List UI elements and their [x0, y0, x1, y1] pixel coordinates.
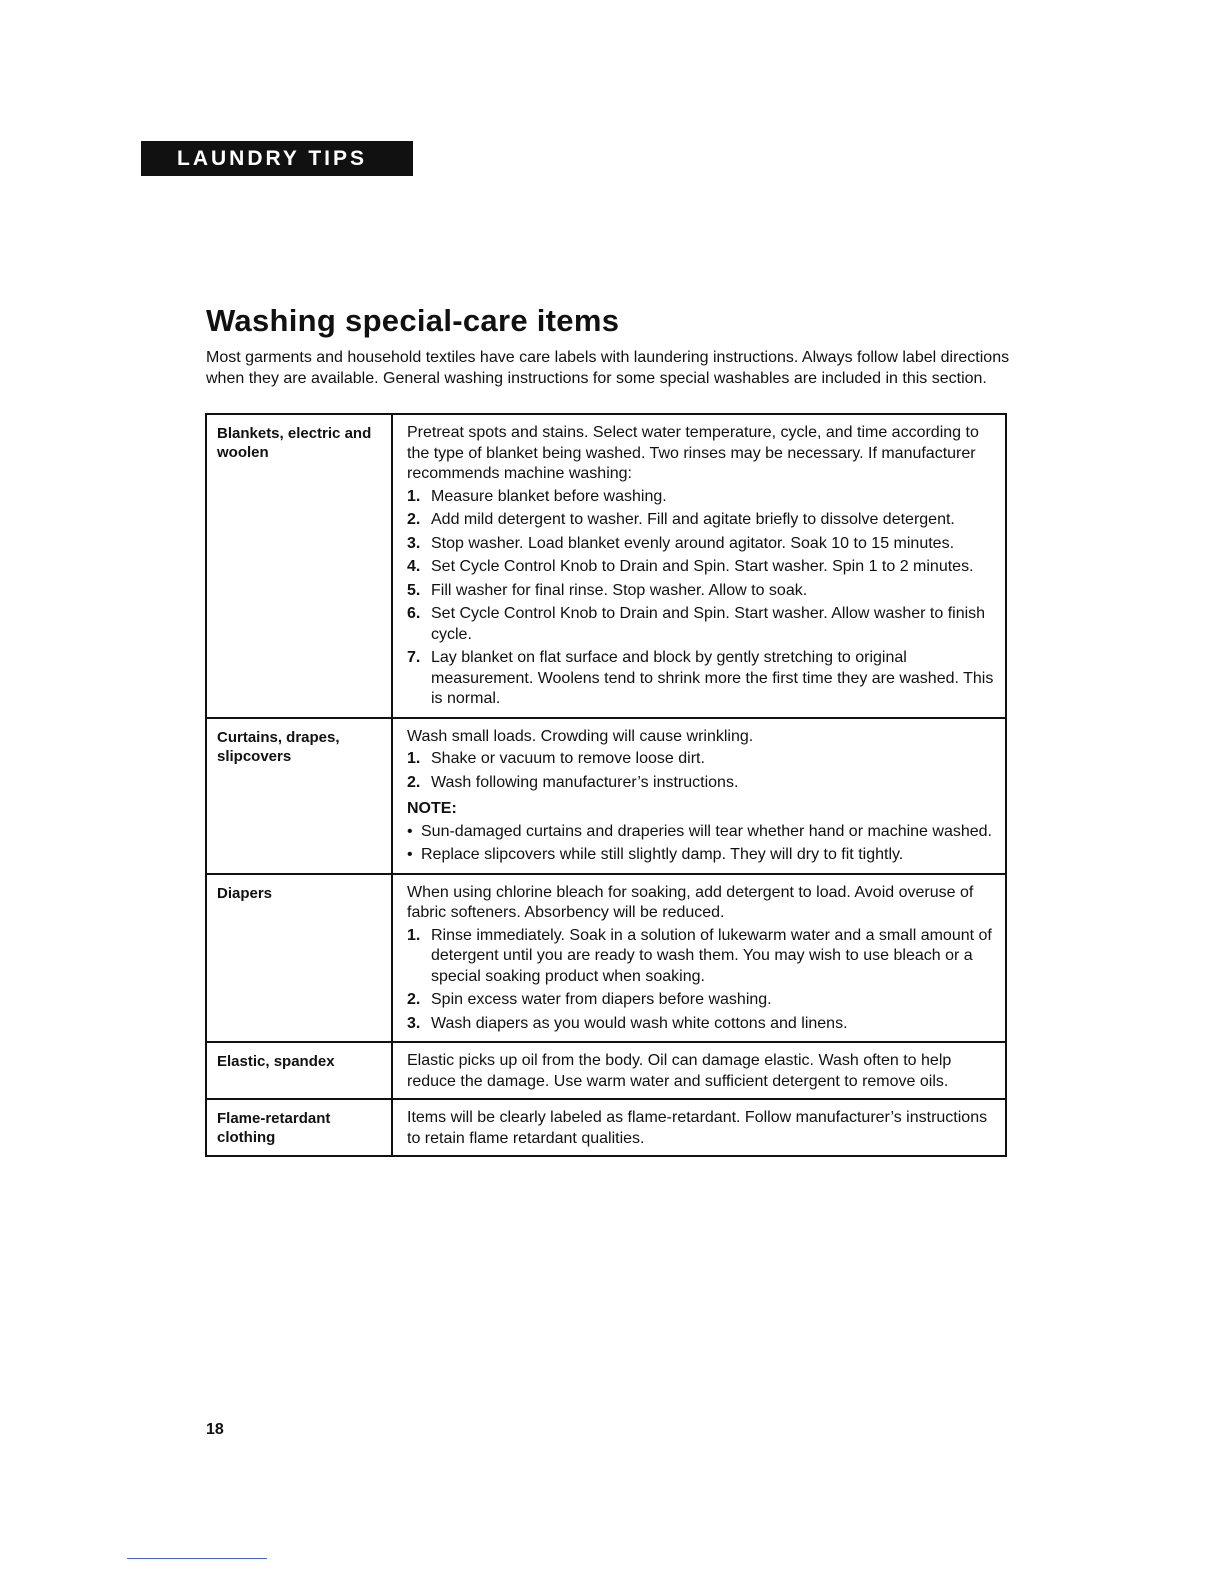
step-text: Wash following manufacturer’s instructions.: [431, 773, 739, 791]
step-text: Spin excess water from diapers before washing.: [431, 991, 772, 1008]
note-label: NOTE:: [407, 800, 457, 817]
page-title: Washing special-care items: [206, 303, 620, 338]
step-text: Stop washer. Load blanket evenly around agitator. Soak 10 to 15 minutes.: [431, 534, 955, 552]
item-instructions: [392, 718, 1006, 874]
list-item: [407, 557, 999, 578]
step-number: 1.: [407, 487, 421, 505]
item-instructions: [392, 874, 1006, 1043]
step-number: 2.: [407, 511, 421, 528]
table-row: [206, 414, 1006, 718]
step-number: 6.: [407, 605, 421, 622]
item-name: Flame-retardant clothing: [206, 1099, 392, 1156]
step-number: 7.: [407, 649, 421, 666]
list-item: [407, 581, 999, 602]
step-list: [407, 749, 999, 793]
table-row: [206, 1042, 1006, 1099]
note-list: [407, 822, 999, 866]
step-number: 5.: [407, 581, 421, 599]
table-row: [206, 874, 1006, 1043]
item-name: Curtains, drapes, slipcovers: [206, 718, 392, 874]
item-instructions: [392, 1042, 1006, 1099]
note-text: Replace slipcovers while still slightly damp. They will dry to fit tightly.: [421, 846, 904, 863]
item-instructions: [392, 1099, 1006, 1156]
list-item: [407, 926, 999, 988]
list-item: [407, 845, 999, 866]
step-number: 1.: [407, 926, 421, 944]
list-item: [407, 1014, 999, 1035]
intro-paragraph: Most garments and household textiles have care labels with laundering instructions. Always follow label directions when they are available. General washing instructions for some special washables are included in this section.: [206, 349, 1010, 387]
step-text: Rinse immediately. Soak in a solution of lukewarm water and a small amount of detergent until you are ready to wash them. You may wish to use bleach or a special soaking product when soaking.: [431, 926, 992, 985]
table-row: [206, 718, 1006, 874]
bullet-icon: •: [407, 822, 413, 840]
step-text: Set Cycle Control Knob to Drain and Spin. Start washer. Spin 1 to 2 minutes.: [431, 558, 974, 575]
step-text: Wash diapers as you would wash white cottons and linens.: [431, 1014, 848, 1032]
list-item: [407, 773, 999, 794]
step-text: Fill washer for final rinse. Stop washer. Allow to soak.: [431, 581, 808, 599]
list-item: [407, 604, 999, 645]
page-number: 18: [206, 1421, 224, 1438]
lead-text: Items will be clearly labeled as flame-retardant. Follow manufacturer’s instructions to retain flame retardant qualities.: [407, 1109, 988, 1147]
item-name: Elastic, spandex: [206, 1042, 392, 1099]
step-text: Lay blanket on flat surface and block by gently stretching to original measurement. Woolens tend to shrink more the first time they are washed. This is normal.: [431, 649, 994, 707]
bullet-icon: •: [407, 846, 413, 863]
step-text: Add mild detergent to washer. Fill and agitate briefly to dissolve detergent.: [431, 511, 955, 528]
step-number: 4.: [407, 558, 421, 575]
item-instructions: [392, 414, 1006, 718]
step-number: 1.: [407, 750, 421, 767]
list-item: [407, 487, 999, 508]
section-tab: LAUNDRY TIPS: [141, 141, 413, 176]
lead-text: Pretreat spots and stains. Select water temperature, cycle, and time according to the type of blanket being washed. Two rinses may be necessary. If manufacturer recommends machine washing:: [407, 424, 979, 482]
step-number: 3.: [407, 534, 421, 552]
list-item: [407, 510, 999, 531]
item-name: Diapers: [206, 874, 392, 1043]
step-number: 3.: [407, 1014, 421, 1032]
lead-text: Wash small loads. Crowding will cause wrinkling.: [407, 727, 754, 745]
list-item: [407, 990, 999, 1011]
note-text: Sun-damaged curtains and draperies will tear whether hand or machine washed.: [421, 822, 992, 840]
footer-rule: [127, 1558, 267, 1559]
care-table: [205, 413, 1007, 1157]
step-text: Set Cycle Control Knob to Drain and Spin. Start washer. Allow washer to finish cycle.: [431, 605, 986, 643]
list-item: [407, 648, 999, 710]
step-text: Measure blanket before washing.: [431, 487, 667, 505]
table-row: [206, 1099, 1006, 1156]
list-item: [407, 749, 999, 770]
list-item: [407, 822, 999, 843]
step-number: 2.: [407, 773, 421, 791]
step-text: Shake or vacuum to remove loose dirt.: [431, 750, 705, 767]
list-item: [407, 534, 999, 555]
step-number: 2.: [407, 991, 421, 1008]
lead-text: When using chlorine bleach for soaking, add detergent to load. Avoid overuse of fabric softeners. Absorbency will be reduced.: [407, 883, 974, 921]
step-list: [407, 487, 999, 710]
item-name: Blankets, electric and woolen: [206, 414, 392, 718]
step-list: [407, 926, 999, 1035]
lead-text: Elastic picks up oil from the body. Oil can damage elastic. Wash often to help reduce the damage. Use warm water and sufficient detergent to remove oils.: [407, 1052, 952, 1090]
